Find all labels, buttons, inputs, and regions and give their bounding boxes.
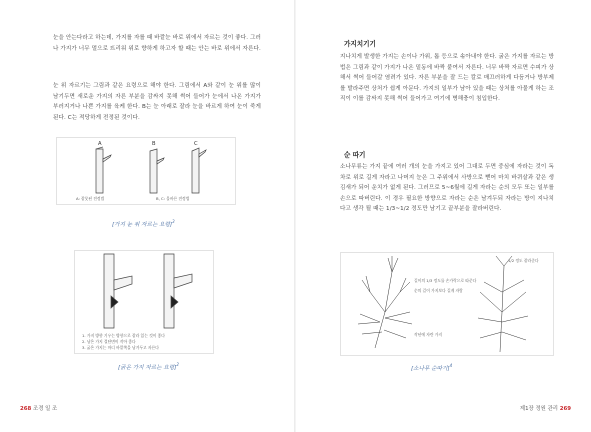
fig3-note-b: 순의 길이 가지보다 길게 자람 (414, 288, 463, 293)
right-folio (520, 404, 571, 412)
fig3-note-c: 작년에 자란 가지 (414, 332, 443, 337)
heading-pruning: 가지치기기 (344, 40, 376, 48)
left-page (0, 0, 295, 432)
right-paragraph-2: 소나무류는 가지 끝에 여러 개의 눈을 가지고 있어 그대로 두면 중심에 자라는 것이 독차로 위로 길게 자라고 나머지 눈은 그 주위에서 사방으로 뻗어 마치 바퀴살과 같은 생김새가 되어 운치가 없게 된다. 그러므로 5~6월에 길게 자라는 순의 모두 또는 일부를 손으로 따버린다. 이 경우 필요한 방향으로 자라는 순은 남겨두되 자라는 방이 지나치다고 생각 될 때는 1/3~1/2 정도만 남기고 끝부분을 잘라버린다. (340, 164, 554, 212)
left-paragraph-2: 눈 위 자르기는 그림과 같은 요령으로 해야 한다. 그림에서 A와 같이 눈 위를 많이 남기두면 새로운 가지의 자른 부분을 감싸지 못해 썩어 들어가 눈에서 나온 가지가 부러지거나 나쁜 가지를 육케 한다. B는 눈 아래로 잘라 눈을 바르게 하여 눈이 죽게 된다. C는 적당하게 전정된 것이다. (53, 83, 261, 121)
pine-shoot-diagram (340, 252, 554, 356)
thick-branch-diagram (74, 250, 214, 354)
fig1-sub-bc: B, C: 올바른 전정법 (156, 196, 190, 201)
label-c: C (194, 141, 198, 147)
fig2-note-3: 3. 굵은 가지는 마디 바깥쪽을 남겨두고 자른다 (82, 345, 159, 350)
fig1-caption: [가지 눈 위 자르는 요령]$^3$ (112, 219, 175, 228)
pine-pinching-figure (340, 252, 554, 356)
label-b: B (152, 141, 156, 147)
left-folio (20, 404, 57, 412)
bud-cut-diagram (56, 137, 236, 205)
fig1-sub-a: A: 잘못된 전정법 (76, 196, 105, 201)
fig3-note-a: 길이의 1/3 정도를 손가락으로 따준다 (414, 278, 477, 283)
running-title-right: 제1장 정원 관리 (519, 406, 559, 412)
fig2-note-1: 1. 가지 방향 기우는 방향으로 잘라 있는 것이 좋다 (82, 333, 165, 338)
running-title-left: 조경 일 조 (32, 406, 58, 412)
fig2-note-2: 2. 남은 가지 절단면이 작아 좋다 (82, 339, 136, 344)
page-number-right: 269 (559, 406, 571, 412)
fig3-note-d: 1/2 정도 잘라준다 (508, 258, 539, 263)
left-paragraph-1: 눈을 안는다라고 하는데, 가지를 자를 때 바깥눈 바로 위에서 자르는 것이 좋다. 그러나 가지가 너무 멀으로 뜨리워 위로 향하게 하고자 할 때는 안는 바로 위에서 자른다. (53, 35, 261, 52)
thick-branch-figure (74, 250, 214, 354)
label-a: A (98, 141, 102, 147)
fig2-caption: [굵은 가지 자르는 요령]$^2$ (118, 362, 179, 371)
right-paragraph-1: 지나치게 발생한 가지는 손이나 가위, 톱 등으로 솎아내야 한다. 굵은 가지를 자르는 방법은 그림과 같이 가지가 나온 밑동에 바짝 붙여서 자른다. 너무 바짝 자르면 수피가 상해서 썩어 들어갈 염려가 있다. 자른 부분을 잘 드는 칼로 매끄러하게 다듬거나 방부제를 발라주면 상처가 쉽게 아문다. 가지의 일부가 남아 있을 때는 상처를 아물게 하는 조직이 이를 감싸지 못해 썩어 들어가고 여기에 병해충이 침입한다. (340, 54, 554, 102)
right-page (296, 0, 591, 432)
fig3-caption: [소나무 순따기]$^4$ (411, 363, 453, 372)
pruning-bud-figure (56, 137, 236, 205)
page-number-left: 268 (20, 406, 32, 412)
heading-pinching: 순 따기 (344, 151, 366, 159)
